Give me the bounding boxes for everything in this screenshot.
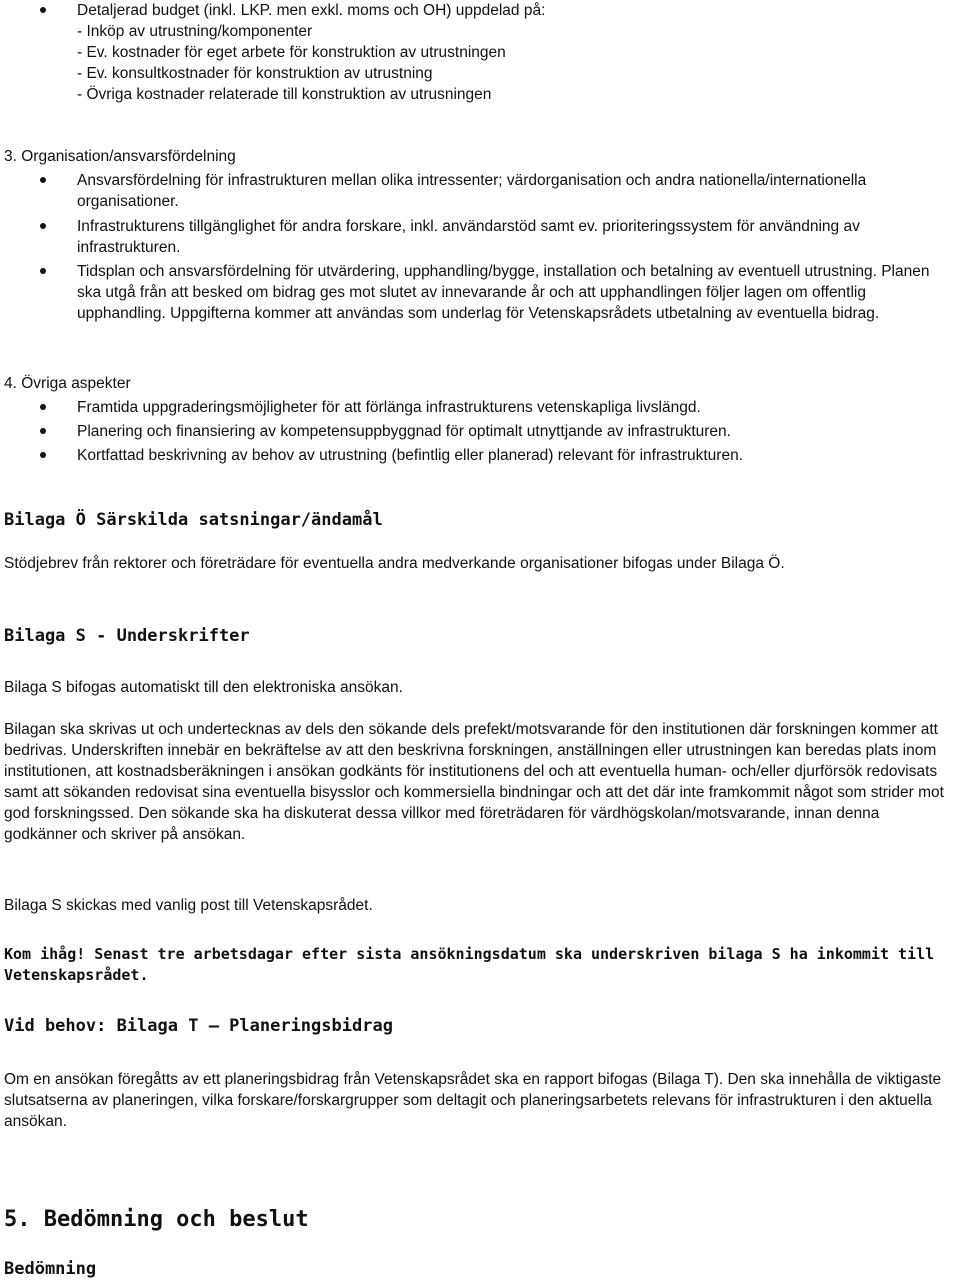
section-5-heading: 5. Bedömning och beslut xyxy=(4,1207,309,1232)
bilaga-t-heading: Vid behov: Bilaga T — Planeringsbidrag xyxy=(4,1016,393,1036)
bullet-text: Infrastrukturens tillgänglighet för andra forskare, inkl. användarstöd samt ev. prioriteringssystem för användning av infrastrukturen. xyxy=(77,218,860,256)
bilaga-t-text: Om en ansökan föregåtts av ett planeringsbidrag från Vetenskapsrådet ska en rapport bifogas (Bilaga T). Den ska innehålla de viktigaste slutsatserna av planeringen, vilka forskare/forskargrupper som deltagit och planeringsarbetets relevans för infrastrukturen i den aktuella ansökan. xyxy=(4,1071,942,1130)
bullet-icon xyxy=(40,7,46,13)
budget-item-title: Detaljerad budget (inkl. LKP. men exkl. moms och OH) uppdelad på: xyxy=(77,2,546,19)
bullet-text: Planering och finansiering av kompetensuppbyggnad för optimalt utnyttjande av infrastrukturen. xyxy=(77,423,731,440)
budget-subitem: - Inköp av utrustning/komponenter xyxy=(77,23,313,40)
budget-subitem: - Ev. kostnader för eget arbete för konstruktion av utrustningen xyxy=(77,44,506,61)
bullet-icon xyxy=(40,268,46,274)
bullet-icon xyxy=(40,177,46,183)
bullet-text: Tidsplan och ansvarsfördelning för utvärdering, upphandling/bygge, installation och betalning av eventuell utrustning. Planen ska utgå från att besked om bidrag ges mot slutet av innevarande år och att upphandlingen följer lagen om offentlig upphandling. Uppgifterna kommer att användas som underlag för Vetenskapsrådets utbetalning av eventuella bidrag. xyxy=(77,263,930,322)
bullet-icon xyxy=(40,223,46,229)
section-5-subheading: Bedömning xyxy=(4,1259,97,1279)
bilaga-s-heading: Bilaga S - Underskrifter xyxy=(4,626,250,646)
bullet-text: Ansvarsfördelning för infrastrukturen mellan olika intressenter; värdorganisation och andra nationella/internationella organisationer. xyxy=(77,172,867,210)
bullet-text: Kortfattad beskrivning av behov av utrustning (befintlig eller planerad) relevant för infrastrukturen. xyxy=(77,447,743,464)
section-3-heading: 3. Organisation/ansvarsfördelning xyxy=(4,148,236,165)
bullet-icon xyxy=(40,428,46,434)
bilaga-o-heading: Bilaga Ö Särskilda satsningar/ändamål xyxy=(4,510,383,530)
bilaga-s-paragraph-2: Bilagan ska skrivas ut och undertecknas av dels den sökande dels prefekt/motsvarande för den institutionen där forskningen kommer att bedrivas. Underskriften innebär en bekräftelse av att den beskrivna forskningen, anställningen eller utrustningen kan beredas plats inom institutionen, att kostnadsberäkningen i ansökan godkänts för institutionens del och att eventuella human- och/eller djurförsök redovisats samt att sökanden redovisat sina eventuella bisysslor och kommersiella bindningar och att det där inte framkommit något som strider mot god forskningssed. Den sökande ska ha diskuterat dessa villkor med företrädaren för värdhögskolan/motsvarande, innan denna godkänner och skriver på ansökan. xyxy=(4,721,944,843)
bilaga-s-paragraph-1: Bilaga S bifogas automatiskt till den elektroniska ansökan. xyxy=(4,679,403,696)
bilaga-o-text: Stödjebrev från rektorer och företrädare för eventuella andra medverkande organisationer bifogas under Bilaga Ö. xyxy=(4,555,785,572)
budget-subitem: - Övriga kostnader relaterade till konstruktion av utrusningen xyxy=(77,86,492,103)
bullet-icon xyxy=(40,404,46,410)
bullet-icon xyxy=(40,452,46,458)
section-4-heading: 4. Övriga aspekter xyxy=(4,375,131,392)
bullet-text: Framtida uppgraderingsmöjligheter för att förlänga infrastrukturens vetenskapliga livslängd. xyxy=(77,399,701,416)
budget-subitem: - Ev. konsultkostnader för konstruktion av utrustning xyxy=(77,65,433,82)
bilaga-s-notice: Kom ihåg! Senast tre arbetsdagar efter sista ansökningsdatum ska underskriven bilaga S ha inkommit till Vetenskapsrådet. xyxy=(4,945,935,984)
bilaga-s-paragraph-3: Bilaga S skickas med vanlig post till Vetenskapsrådet. xyxy=(4,897,373,914)
